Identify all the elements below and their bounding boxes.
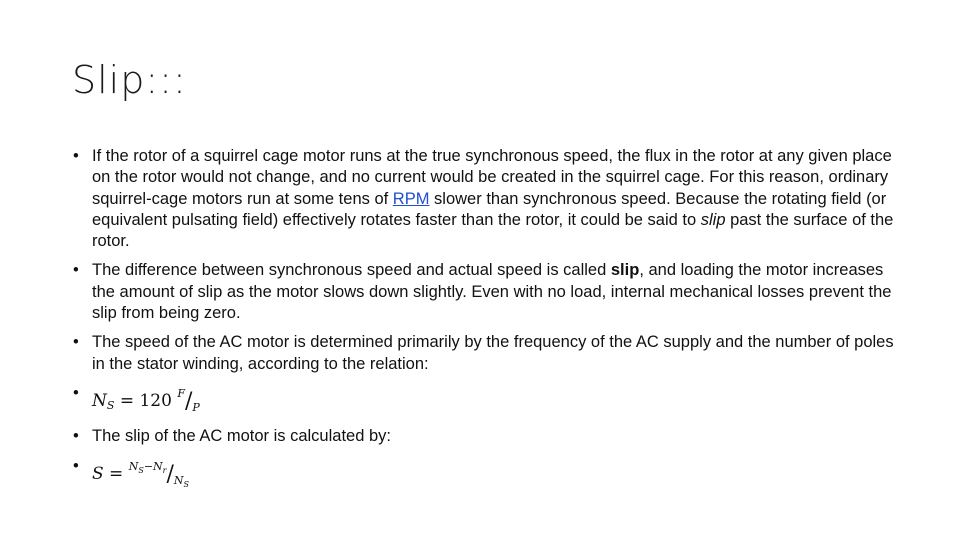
bullet-item-slip-calc <box>72 426 902 447</box>
bullet-text: slower than synchronous speed. Because the rotating field (or equivalent pulsating field) effectively rotates faster than the rotor, it could be said to <box>92 189 887 229</box>
bullet-text: If the rotor of a squirrel cage motor runs at the true synchronous speed, the flux in the rotor at any given place on the rotor would not change, and no current would be created in the squirrel cage. For this reason, ordinary squirrel-cage motors run at some tens of <box>92 147 892 208</box>
bullet-text: , and loading the motor increases the amount of slip as the motor slows down slightly. Even with no load, internal mechanical losses prevent the slip from being zero. <box>92 261 892 323</box>
bullet-item-speed-formula <box>72 383 902 418</box>
slide-title: Slip::: <box>72 58 187 102</box>
bullet-item-motor-speed <box>72 332 902 375</box>
italic-term-slip: slip <box>700 210 726 229</box>
speed-formula: $N_S = 120$ $^F/_P$ <box>92 386 200 414</box>
rpm-link[interactable]: RPM <box>392 189 430 208</box>
slip-formula: $S = ^{NS-Nr}/_{NS}$ <box>92 459 190 489</box>
bold-term-slip: slip <box>610 261 640 280</box>
bullet-text: The difference between synchronous speed and actual speed is called <box>92 261 611 280</box>
bullet-text: The slip of the AC motor is calculated by: <box>92 427 391 446</box>
bullet-text: past the surface of the rotor. <box>92 210 894 251</box>
bullet-item-slip-definition <box>72 260 902 324</box>
bullet-text: The speed of the AC motor is determined primarily by the frequency of the AC supply and the number of poles in the stator winding, according to the relation: <box>92 333 894 373</box>
bullet-list <box>72 146 902 503</box>
bullet-item-rotor-flux <box>72 146 902 252</box>
bullet-item-slip-formula <box>72 456 902 495</box>
